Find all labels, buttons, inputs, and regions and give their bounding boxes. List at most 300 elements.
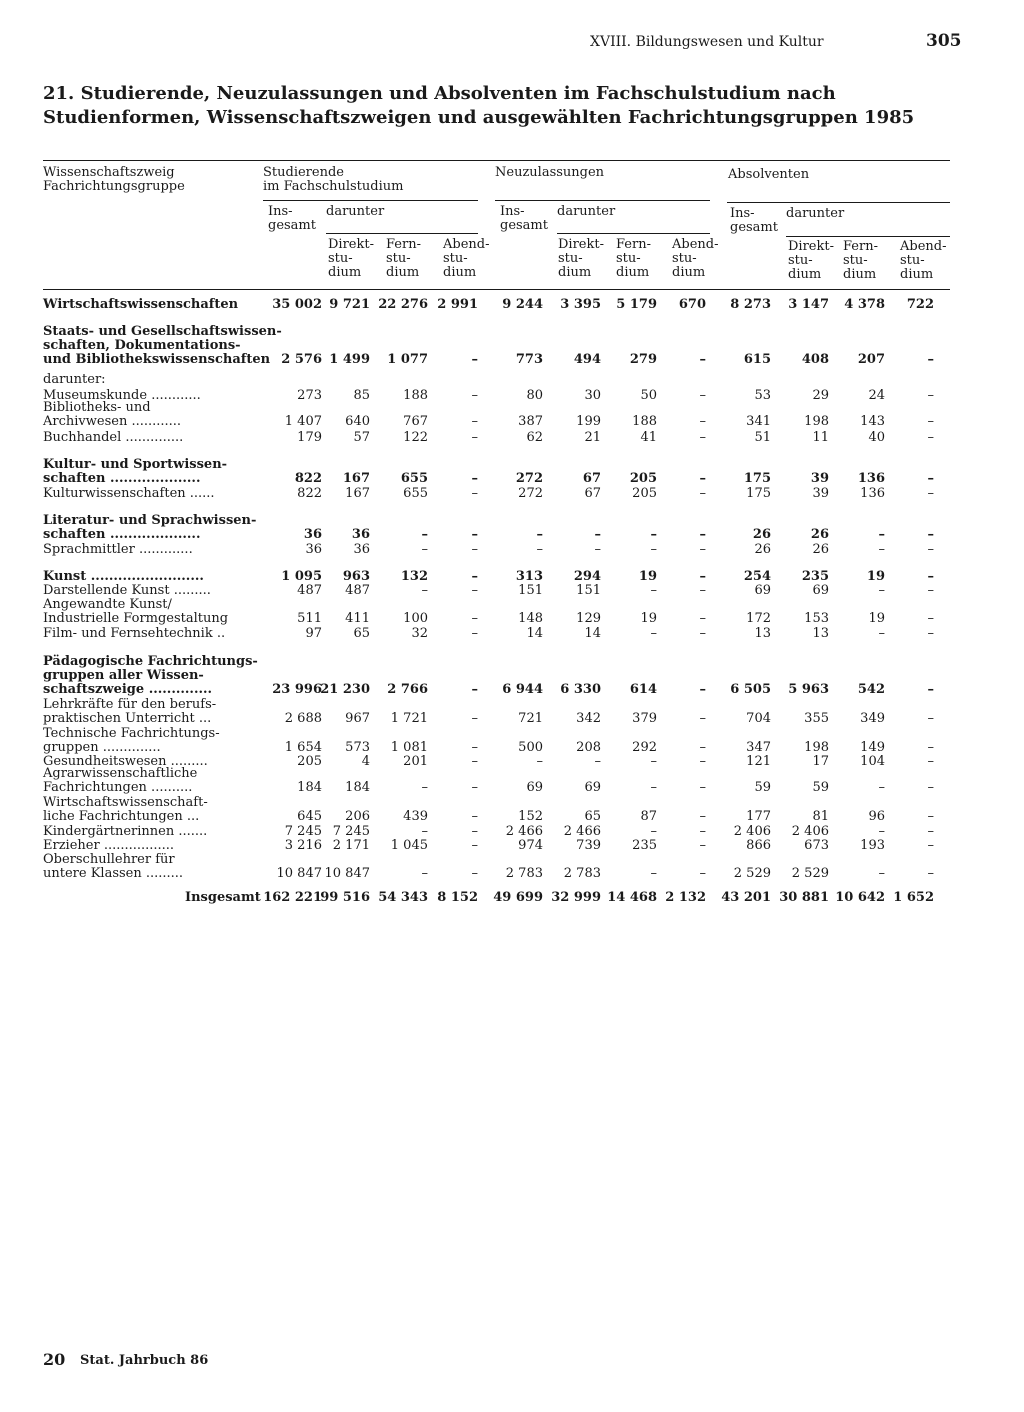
- table-cell: 69: [812, 583, 829, 598]
- row-label: Buchhandel ..............: [43, 430, 184, 445]
- table-cell: 3 395: [560, 297, 601, 312]
- table-cell: 655: [400, 471, 428, 486]
- table-cell: –: [699, 569, 706, 584]
- table-cell: –: [421, 583, 428, 598]
- table-cell: 23 996: [272, 682, 322, 697]
- table-cell: 96: [868, 809, 885, 824]
- table-cell: 9 721: [329, 297, 370, 312]
- table-cell: –: [699, 430, 706, 445]
- table-cell: 355: [804, 711, 829, 726]
- table-cell: –: [471, 583, 478, 598]
- table-cell: –: [699, 754, 706, 769]
- table-cell: 121: [746, 754, 771, 769]
- table-cell: –: [421, 780, 428, 795]
- table-cell: 294: [573, 569, 601, 584]
- table-cell: 342: [576, 711, 601, 726]
- table-cell: 149: [860, 740, 885, 755]
- table-cell: –: [927, 824, 934, 839]
- table-cell: 773: [515, 352, 543, 367]
- table-cell: 81: [812, 809, 829, 824]
- table-cell: 349: [860, 711, 885, 726]
- table-cell: 41: [640, 430, 657, 445]
- group-header-neuzulassungen: Neuzulassungen: [495, 165, 605, 180]
- table-cell: –: [471, 838, 478, 853]
- table-cell: –: [878, 824, 885, 839]
- table-cell: 151: [518, 583, 543, 598]
- table-cell: 32: [411, 626, 428, 641]
- table-cell: 24: [868, 388, 885, 403]
- table-cell: 67: [584, 486, 601, 501]
- table-cell: 341: [746, 414, 771, 429]
- table-cell: –: [471, 527, 478, 542]
- table-cell: –: [650, 866, 657, 881]
- table-cell: 1 652: [893, 890, 934, 905]
- table-cell: 5 179: [616, 297, 657, 312]
- table-cell: 2 991: [437, 297, 478, 312]
- table-cell: –: [699, 809, 706, 824]
- table-cell: –: [594, 754, 601, 769]
- row-label: Erzieher .................: [43, 838, 175, 853]
- table-cell: 207: [857, 352, 885, 367]
- table-cell: 17: [812, 754, 829, 769]
- table-cell: –: [927, 388, 934, 403]
- table-cell: 2 132: [665, 890, 706, 905]
- table-cell: 739: [576, 838, 601, 853]
- table-cell: –: [699, 711, 706, 726]
- table-cell: 13: [754, 626, 771, 641]
- table-cell: –: [421, 866, 428, 881]
- table-cell: 1 721: [390, 711, 428, 726]
- header-darunter: darunter: [786, 206, 845, 221]
- table-cell: 2 766: [387, 682, 428, 697]
- table-cell: 974: [518, 838, 543, 853]
- table-cell: –: [536, 754, 543, 769]
- table-cell: –: [699, 780, 706, 795]
- table-cell: –: [471, 430, 478, 445]
- table-cell: 235: [801, 569, 829, 584]
- group1-rule: [263, 200, 478, 201]
- table-cell: –: [471, 824, 478, 839]
- table-cell: 198: [804, 414, 829, 429]
- table-cell: 29: [812, 388, 829, 403]
- table-cell: 1 654: [284, 740, 322, 755]
- table-cell: 21: [584, 430, 601, 445]
- table-cell: 59: [812, 780, 829, 795]
- row-label: Staats- und Gesellschaftswissen- schaften, Dokumentations- und Bibliothekswissenschaften: [43, 324, 282, 367]
- table-cell: –: [421, 527, 428, 542]
- table-cell: –: [650, 824, 657, 839]
- table-cell: 2 406: [791, 824, 829, 839]
- table-cell: –: [927, 780, 934, 795]
- table-cell: 65: [584, 809, 601, 824]
- group3-rule: [727, 202, 950, 203]
- row-label: Wirtschaftswissenschaft- liche Fachrichtungen ...: [43, 795, 208, 824]
- table-cell: 36: [351, 527, 370, 542]
- table-cell: 10 847: [276, 866, 322, 881]
- table-cell: 487: [297, 583, 322, 598]
- table-cell: 9 244: [502, 297, 543, 312]
- group2-rule: [495, 200, 710, 201]
- table-cell: 85: [353, 388, 370, 403]
- row-label: Agrarwissenschaftliche Fachrichtungen ..........: [43, 766, 198, 795]
- table-cell: –: [471, 352, 478, 367]
- table-cell: –: [536, 527, 543, 542]
- table-cell: 11: [812, 430, 829, 445]
- table-cell: 14 468: [607, 890, 657, 905]
- stub-header: Wissenschaftszweig Fachrichtungsgruppe: [43, 165, 185, 194]
- table-cell: –: [699, 414, 706, 429]
- table-cell: 2 576: [281, 352, 322, 367]
- table-cell: 19: [640, 611, 657, 626]
- table-cell: 10 847: [324, 866, 370, 881]
- table-cell: 205: [297, 754, 322, 769]
- group-header-absolventen: Absolventen: [728, 167, 810, 182]
- table-cell: 136: [860, 486, 885, 501]
- table-cell: 26: [754, 542, 771, 557]
- table-cell: –: [927, 626, 934, 641]
- table-cell: 69: [584, 780, 601, 795]
- table-cell: 104: [860, 754, 885, 769]
- row-label: Lehrkräfte für den berufs- praktischen Unterricht ...: [43, 697, 217, 726]
- row-label: Kindergärtnerinnen .......: [43, 824, 208, 839]
- table-cell: –: [699, 626, 706, 641]
- header-fernstudium: Fern- stu- dium: [843, 239, 878, 282]
- table-cell: 273: [297, 388, 322, 403]
- table-cell: 767: [403, 414, 428, 429]
- table-cell: 87: [640, 809, 657, 824]
- table-title: 21. Studierende, Neuzulassungen und Absolventen im Fachschulstudium nach Studienformen, Wissenschaftszweigen und ausgewählten Fachrichtungsgruppen 1985: [43, 83, 915, 128]
- table-cell: 4: [361, 754, 370, 769]
- table-cell: 36: [353, 542, 370, 557]
- header-insgesamt: Ins- gesamt: [730, 206, 778, 235]
- row-label: Kulturwissenschaften ......: [43, 486, 215, 501]
- group3-sub-rule: [786, 236, 950, 237]
- header-insgesamt: Ins- gesamt: [500, 204, 548, 233]
- row-label: Sprachmittler .............: [43, 542, 193, 557]
- table-cell: 408: [801, 352, 829, 367]
- table-cell: 14: [526, 626, 543, 641]
- table-cell: –: [927, 866, 934, 881]
- table-cell: –: [927, 569, 934, 584]
- table-cell: 80: [526, 388, 543, 403]
- table-cell: 2 529: [791, 866, 829, 881]
- table-cell: 8 273: [730, 297, 771, 312]
- table-cell: –: [536, 542, 543, 557]
- group2-sub-rule: [557, 233, 710, 234]
- table-cell: 43 201: [721, 890, 771, 905]
- table-cell: –: [650, 583, 657, 598]
- table-cell: –: [927, 740, 934, 755]
- table-cell: 151: [576, 583, 601, 598]
- row-label: Bibliotheks- und Archivwesen ............: [43, 400, 182, 429]
- table-cell: 57: [353, 430, 370, 445]
- table-cell: 254: [743, 569, 771, 584]
- table-cell: 132: [400, 569, 428, 584]
- table-cell: –: [927, 430, 934, 445]
- table-cell: –: [421, 542, 428, 557]
- table-cell: 198: [804, 740, 829, 755]
- table-cell: 22 276: [378, 297, 428, 312]
- table-cell: –: [878, 527, 885, 542]
- table-cell: 51: [754, 430, 771, 445]
- table-cell: 3 147: [788, 297, 829, 312]
- table-cell: 26: [812, 542, 829, 557]
- table-cell: –: [878, 866, 885, 881]
- table-cell: –: [471, 611, 478, 626]
- table-cell: –: [878, 542, 885, 557]
- table-cell: 272: [515, 471, 543, 486]
- table-cell: –: [471, 542, 478, 557]
- table-cell: 136: [857, 471, 885, 486]
- table-cell: 32 999: [551, 890, 601, 905]
- header-insgesamt: Ins- gesamt: [268, 204, 316, 233]
- table-cell: 184: [297, 780, 322, 795]
- table-cell: –: [471, 682, 478, 697]
- table-cell: 143: [860, 414, 885, 429]
- table-cell: 26: [752, 527, 771, 542]
- table-cell: 199: [576, 414, 601, 429]
- table-cell: –: [471, 471, 478, 486]
- table-cell: 188: [632, 414, 657, 429]
- row-label: Oberschullehrer für untere Klassen .........: [43, 852, 184, 881]
- table-cell: –: [421, 824, 428, 839]
- table-cell: 7 245: [284, 824, 322, 839]
- table-cell: –: [927, 486, 934, 501]
- table-cell: –: [927, 611, 934, 626]
- row-label: Gesundheitswesen .........: [43, 754, 208, 769]
- table-cell: 208: [576, 740, 601, 755]
- table-cell: –: [927, 682, 934, 697]
- table-cell: 1 045: [390, 838, 428, 853]
- table-cell: –: [471, 414, 478, 429]
- table-cell: –: [878, 780, 885, 795]
- footer-source: Stat. Jahrbuch 86: [80, 1353, 209, 1368]
- table-cell: 2 466: [563, 824, 601, 839]
- table-cell: 97: [305, 626, 322, 641]
- table-cell: 39: [812, 486, 829, 501]
- table-cell: 7 245: [332, 824, 370, 839]
- table-cell: 53: [754, 388, 771, 403]
- table-cell: –: [699, 583, 706, 598]
- header-direktstudium: Direkt- stu- dium: [788, 239, 834, 282]
- table-cell: 615: [743, 352, 771, 367]
- row-label: Technische Fachrichtungs- gruppen ..............: [43, 726, 220, 755]
- table-cell: 21 230: [320, 682, 370, 697]
- table-cell: 645: [297, 809, 322, 824]
- table-cell: –: [471, 569, 478, 584]
- table-cell: 65: [353, 626, 370, 641]
- table-cell: –: [699, 527, 706, 542]
- table-cell: 655: [403, 486, 428, 501]
- header-abendstudium: Abend- stu- dium: [443, 237, 490, 280]
- row-label: Darstellende Kunst .........: [43, 583, 211, 598]
- table-cell: 205: [632, 486, 657, 501]
- table-cell: 167: [342, 471, 370, 486]
- table-cell: –: [699, 838, 706, 853]
- table-cell: –: [927, 352, 934, 367]
- header-fernstudium: Fern- stu- dium: [616, 237, 651, 280]
- table-cell: –: [471, 626, 478, 641]
- table-cell: 35 002: [272, 297, 322, 312]
- table-cell: 19: [868, 611, 885, 626]
- table-cell: –: [650, 626, 657, 641]
- table-cell: 36: [305, 542, 322, 557]
- table-cell: 177: [746, 809, 771, 824]
- table-cell: –: [699, 486, 706, 501]
- table-cell: 122: [403, 430, 428, 445]
- table-cell: –: [927, 838, 934, 853]
- table-cell: 184: [345, 780, 370, 795]
- table-cell: 59: [754, 780, 771, 795]
- table-cell: –: [650, 527, 657, 542]
- table-cell: 3 216: [284, 838, 322, 853]
- table-cell: 172: [746, 611, 771, 626]
- table-cell: 640: [345, 414, 370, 429]
- table-cell: 313: [515, 569, 543, 584]
- table-cell: –: [699, 866, 706, 881]
- table-cell: 30: [584, 388, 601, 403]
- table-cell: 2 529: [733, 866, 771, 881]
- table-cell: 179: [297, 430, 322, 445]
- table-cell: –: [650, 754, 657, 769]
- row-label: darunter:: [43, 372, 106, 387]
- table-cell: 822: [294, 471, 322, 486]
- table-cell: –: [594, 542, 601, 557]
- table-cell: 2 171: [332, 838, 370, 853]
- table-cell: 2 688: [284, 711, 322, 726]
- table-cell: –: [594, 527, 601, 542]
- table-cell: –: [927, 414, 934, 429]
- table-cell: 175: [743, 471, 771, 486]
- table-cell: –: [699, 471, 706, 486]
- table-cell: 347: [746, 740, 771, 755]
- table-cell: 26: [810, 527, 829, 542]
- table-cell: –: [471, 809, 478, 824]
- table-cell: –: [471, 711, 478, 726]
- header-fernstudium: Fern- stu- dium: [386, 237, 421, 280]
- table-cell: 2 783: [505, 866, 543, 881]
- table-cell: 494: [573, 352, 601, 367]
- table-cell: 722: [906, 297, 934, 312]
- table-cell: 69: [754, 583, 771, 598]
- table-cell: 6 944: [502, 682, 543, 697]
- table-cell: 188: [403, 388, 428, 403]
- table-cell: 439: [403, 809, 428, 824]
- table-cell: –: [927, 527, 934, 542]
- table-cell: 721: [518, 711, 543, 726]
- table-cell: 62: [526, 430, 543, 445]
- table-cell: –: [927, 809, 934, 824]
- table-cell: 30 881: [779, 890, 829, 905]
- table-top-rule: [43, 160, 950, 161]
- row-label: Film- und Fernsehtechnik ..: [43, 626, 226, 641]
- table-cell: 19: [638, 569, 657, 584]
- header-abendstudium: Abend- stu- dium: [900, 239, 947, 282]
- table-cell: 1 407: [284, 414, 322, 429]
- table-cell: 99 516: [320, 890, 370, 905]
- table-cell: 2 466: [505, 824, 543, 839]
- table-cell: 36: [303, 527, 322, 542]
- table-cell: –: [699, 611, 706, 626]
- table-cell: –: [699, 824, 706, 839]
- group-header-studierende: Studierende im Fachschulstudium: [263, 165, 404, 194]
- table-cell: –: [471, 740, 478, 755]
- table-cell: 387: [518, 414, 543, 429]
- table-cell: 673: [804, 838, 829, 853]
- table-cell: 2 406: [733, 824, 771, 839]
- row-label: Kultur- und Sportwissen- schaften ....................: [43, 457, 228, 486]
- table-cell: 49 699: [493, 890, 543, 905]
- table-cell: 40: [868, 430, 885, 445]
- table-cell: –: [927, 583, 934, 598]
- table-cell: 175: [746, 486, 771, 501]
- row-label: Insgesamt: [185, 890, 261, 905]
- table-cell: 100: [403, 611, 428, 626]
- table-cell: 6 330: [560, 682, 601, 697]
- table-cell: 162 221: [263, 890, 322, 905]
- table-cell: 129: [576, 611, 601, 626]
- table-cell: 511: [297, 611, 322, 626]
- table-cell: 1 081: [390, 740, 428, 755]
- table-cell: 8 152: [437, 890, 478, 905]
- row-label: Pädagogische Fachrichtungs- gruppen aller Wissen- schaftszweige ..............: [43, 654, 258, 697]
- table-cell: –: [878, 583, 885, 598]
- table-cell: 1 095: [281, 569, 322, 584]
- table-cell: 193: [860, 838, 885, 853]
- table-cell: –: [878, 626, 885, 641]
- table-cell: 6 505: [730, 682, 771, 697]
- table-cell: 614: [629, 682, 657, 697]
- table-cell: –: [471, 388, 478, 403]
- table-cell: 205: [629, 471, 657, 486]
- table-cell: –: [927, 754, 934, 769]
- table-cell: 67: [582, 471, 601, 486]
- table-cell: 148: [518, 611, 543, 626]
- table-cell: –: [650, 542, 657, 557]
- table-cell: –: [650, 780, 657, 795]
- table-cell: 13: [812, 626, 829, 641]
- table-cell: –: [471, 754, 478, 769]
- header-darunter: darunter: [557, 204, 616, 219]
- table-cell: 963: [342, 569, 370, 584]
- table-cell: 39: [810, 471, 829, 486]
- table-cell: 866: [746, 838, 771, 853]
- table-cell: –: [699, 740, 706, 755]
- table-cell: 822: [297, 486, 322, 501]
- table-cell: 411: [345, 611, 370, 626]
- row-label: Kunst .........................: [43, 569, 204, 584]
- table-cell: 542: [857, 682, 885, 697]
- table-cell: 573: [345, 740, 370, 755]
- table-cell: 54 343: [378, 890, 428, 905]
- table-cell: 153: [804, 611, 829, 626]
- table-cell: 704: [746, 711, 771, 726]
- header-darunter: darunter: [326, 204, 385, 219]
- table-cell: 206: [345, 809, 370, 824]
- table-cell: 487: [345, 583, 370, 598]
- table-cell: –: [927, 542, 934, 557]
- table-cell: 379: [632, 711, 657, 726]
- header-direktstudium: Direkt- stu- dium: [558, 237, 604, 280]
- row-label: Museumskunde ............: [43, 388, 201, 403]
- table-cell: 19: [866, 569, 885, 584]
- table-cell: 967: [345, 711, 370, 726]
- group1-sub-rule: [326, 233, 478, 234]
- table-cell: 69: [526, 780, 543, 795]
- table-cell: –: [927, 711, 934, 726]
- table-cell: 167: [345, 486, 370, 501]
- table-cell: –: [699, 352, 706, 367]
